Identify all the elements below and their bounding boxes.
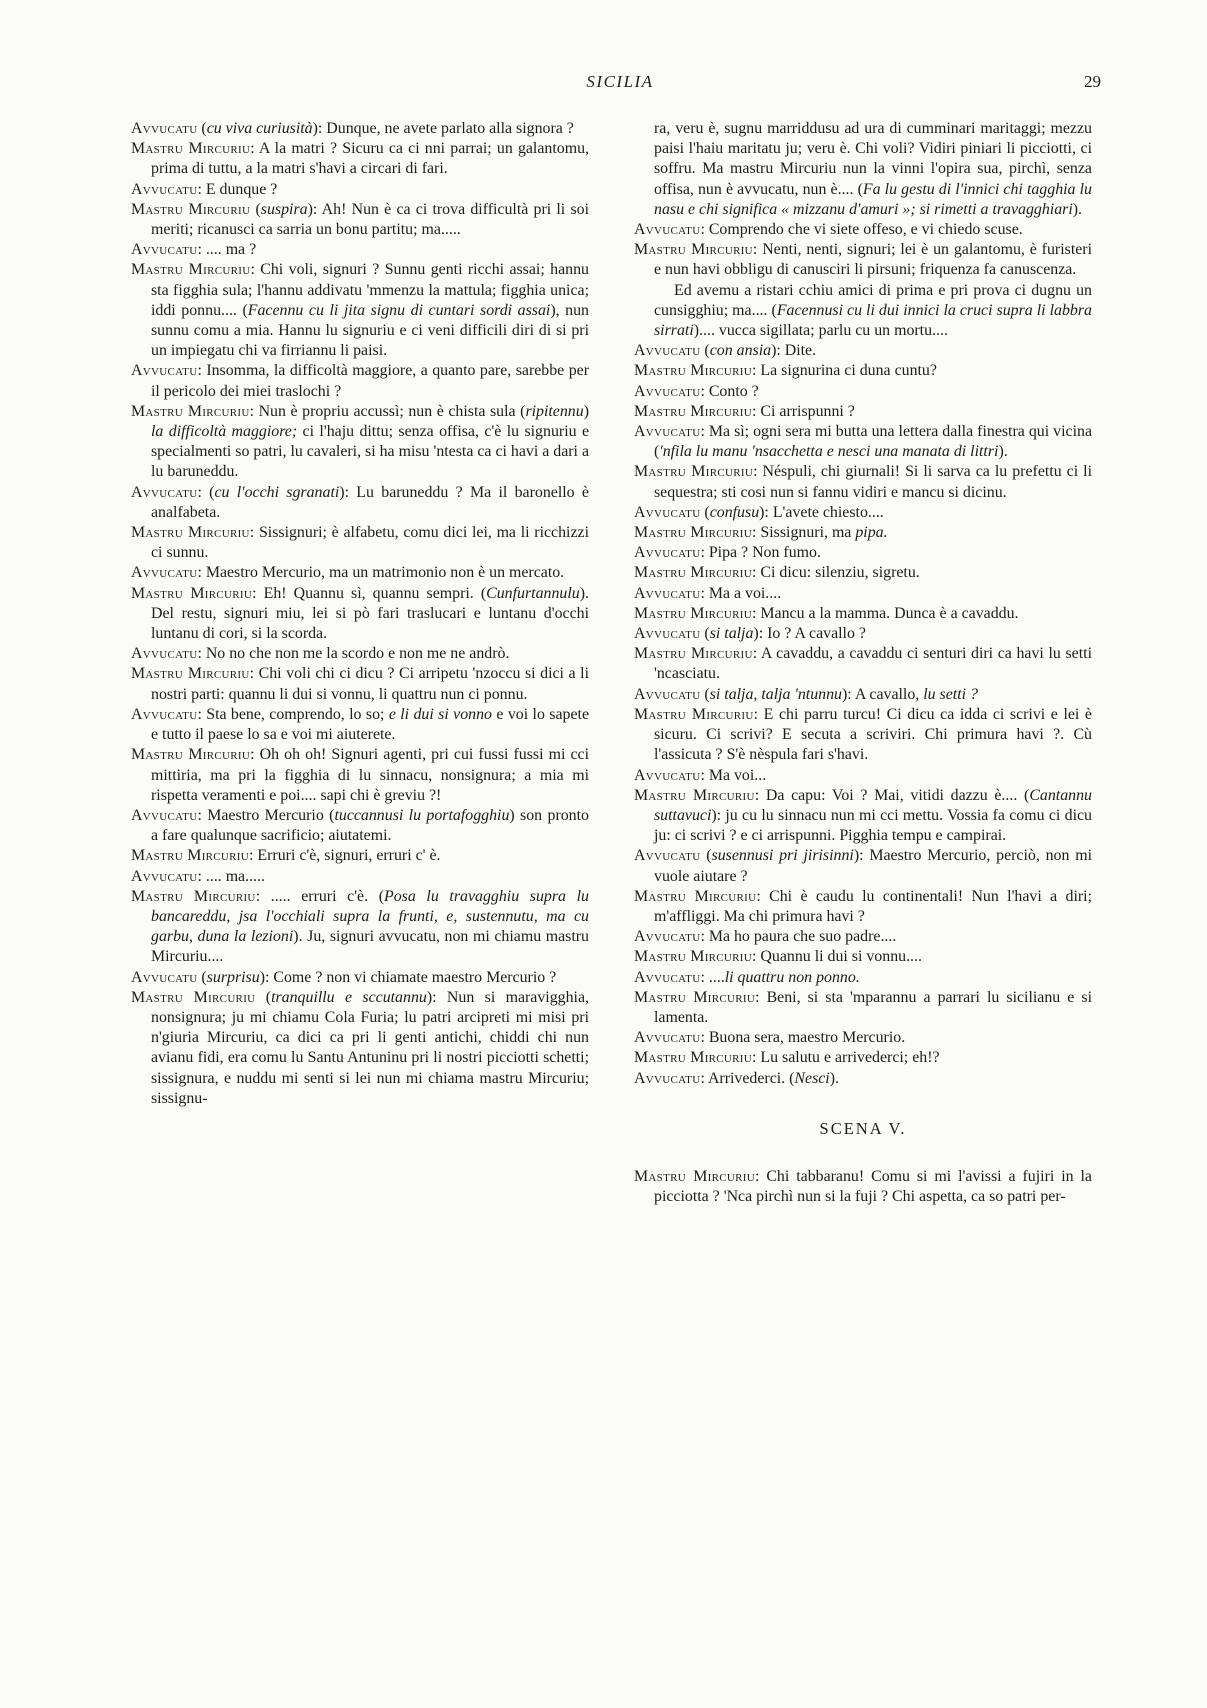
speaker-name: Mastru Mircuriu xyxy=(131,847,250,865)
dialogue-text: ). xyxy=(998,443,1008,461)
speaker-name: Avvucatu xyxy=(634,928,701,946)
speech-line xyxy=(634,927,1092,947)
speaker-name: Avvucatu xyxy=(634,503,701,521)
stage-direction: pipa. xyxy=(855,524,888,542)
dialogue-text: : ( xyxy=(197,483,215,501)
dialogue-text: ).... vucca sigillata; parlu cu un mortu.... xyxy=(693,322,948,340)
speech-line xyxy=(634,220,1092,240)
scene-heading: SCENA V. xyxy=(819,1118,907,1138)
speaker-name: Avvucatu xyxy=(634,766,701,784)
speaker-name: Mastru Mircuriu xyxy=(131,988,256,1006)
dialogue-text: ): Dunque, ne avete parlato alla signora ? xyxy=(312,120,574,137)
dialogue-text: : .... xyxy=(700,968,725,986)
dialogue-text: ( xyxy=(255,988,272,1006)
dialogue-text: ): Ah! Nun è ca ci trova difficultà pri li soi meriti; ricanusci ca sarria un bonu partitu; ma..... xyxy=(151,200,589,239)
speech-line xyxy=(131,180,589,200)
speaker-name: Avvucatu xyxy=(634,625,701,643)
stage-direction: Cunfurtannulu xyxy=(486,584,580,602)
dialogue-text: ): Io ? A cavallo ? xyxy=(753,625,866,643)
speech-line xyxy=(634,1167,1092,1207)
left-column xyxy=(131,119,589,1109)
dialogue-text: : Chi voli, signuri ? Sunnu genti ricchi assai; hannu sta figghia sula; l'hannu addivatu 'mmenzu la mattula; figghia unica; iddi ponnu.... ( xyxy=(151,261,589,319)
stage-direction: cu l'occhi sgranati xyxy=(214,483,340,501)
dialogue-text: : A cavaddu, a cavaddu ci senturi diri ca havi lu setti 'ncasciatu. xyxy=(654,645,1092,683)
dialogue-text: : Oh oh oh! Signuri agenti, pri cui fussi fussi mi cci mittiria, ma pri la figghia di lu sinnacu, nonsignura; a mia mi rispetta veramenti e poi.... sapi chi è greviu ?! xyxy=(151,746,589,804)
speech-line xyxy=(131,563,589,583)
dialogue-text: : Mancu a la mamma. Dunca è a cavaddu. xyxy=(752,604,1019,622)
dialogue-text: : Chi è caudu lu continentali! Nun l'havi a diri; m'affliggi. Ma chi primura havi ? xyxy=(654,887,1092,925)
speech-line xyxy=(634,563,1092,583)
stage-direction: Facennusi cu li dui innici la cruci supra li labbra sirrati xyxy=(654,301,1092,340)
speech-line xyxy=(634,462,1092,502)
dialogue-text: : Sissignuri, ma xyxy=(752,524,856,542)
speaker-name: Avvucatu xyxy=(131,120,198,137)
speech-line xyxy=(634,644,1092,684)
speech-line xyxy=(131,240,589,260)
speaker-name: Mastru Mircuriu xyxy=(634,948,753,966)
speaker-name: Avvucatu xyxy=(634,382,701,400)
speaker-name: Avvucatu xyxy=(131,645,198,663)
speech-line xyxy=(131,806,589,846)
dialogue-text: : Comprendo che vi siete offeso, e vi chiedo scuse. xyxy=(700,221,1023,239)
dialogue-text: : .... ma..... xyxy=(197,867,265,885)
speech-line xyxy=(131,968,589,988)
speaker-name: Mastru Mircuriu xyxy=(131,402,250,420)
speaker-name: Mastru Mircuriu xyxy=(131,584,253,602)
speech-line xyxy=(634,503,1092,523)
speaker-name: Avvucatu xyxy=(131,705,198,723)
dialogue-text: : No no che non me la scordo e non me ne andrò. xyxy=(197,645,510,663)
stage-direction: susennusi pri jirisinni xyxy=(711,847,854,865)
speech-line xyxy=(634,887,1092,927)
speech-line xyxy=(131,402,589,483)
dialogue-text: ): Come ? non vi chiamate maestro Mercurio ? xyxy=(259,968,557,986)
speech-line xyxy=(634,947,1092,967)
dialogue-text: ). xyxy=(1072,200,1083,218)
speech-line xyxy=(131,200,589,240)
speech-line xyxy=(634,361,1092,381)
stage-direction: Posa lu travagghiu supra lu bancareddu, jsa l'occhiali supra la frunti, e, sustennutu, ma cu garbu, duna la lezioni xyxy=(151,887,589,946)
speech-line xyxy=(131,361,589,401)
dialogue-text: e voi lo sapete e tutto il paese lo sa e voi mi aiuterete. xyxy=(151,705,589,744)
dialogue-text: : Erruri c'è, signuri, erruri c' è. xyxy=(249,847,441,865)
dialogue-text: : Conto ? xyxy=(700,382,759,400)
speaker-name: Mastru Mircuriu xyxy=(634,887,757,905)
dialogue-text: : E dunque ? xyxy=(197,180,278,198)
dialogue-text: : Ma a voi.... xyxy=(700,584,782,602)
speaker-name: Avvucatu xyxy=(131,806,198,824)
dialogue-text: : Nun è propriu accussì; nun è chista sula ( xyxy=(249,402,526,420)
speech-line xyxy=(131,988,589,1109)
stage-direction: tuccannusi lu portafogghiu xyxy=(334,806,510,824)
speech-line xyxy=(131,523,589,563)
speaker-name: Avvucatu xyxy=(131,483,198,501)
stage-direction: lu setti ? xyxy=(923,685,978,703)
speech-line xyxy=(634,1048,1092,1068)
dialogue-text: ci l'haju dittu; senza offisa, c'è lu signuriu e specialmenti so patri, lu cavaleri, si ha misu 'ntesta ca ci havi a dari a lu baruneddu. xyxy=(151,423,589,481)
dialogue-text: ( xyxy=(197,120,207,137)
speech-paragraph xyxy=(634,281,1092,342)
stage-direction: Facennu cu li jita signu di cuntari sordi assai xyxy=(247,301,551,319)
page-number: 29 xyxy=(1084,72,1101,91)
speaker-name: Avvucatu xyxy=(634,685,701,703)
dialogue-text: ( xyxy=(700,625,710,643)
dialogue-text: : Ma voi... xyxy=(700,766,767,784)
speech-line xyxy=(634,988,1092,1028)
speech-line xyxy=(131,745,589,806)
dialogue-text: : Nenti, nenti, signuri; lei è un galantomu, è furisteri e nun havi obbligu di canusciri li pirsuni; friquenza fa canuscenza. xyxy=(654,241,1092,279)
speaker-name: Avvucatu xyxy=(634,342,701,360)
running-header xyxy=(0,72,1207,98)
dialogue-text: ). Ju, signuri avvucatu, non mi chiamu mastru Mircuriu.... xyxy=(151,928,589,966)
speech-line xyxy=(634,584,1092,604)
speech-line xyxy=(131,584,589,645)
dialogue-text: : Ma ho paura che suo padre.... xyxy=(700,928,897,946)
dialogue-text: : La signurina ci duna cuntu? xyxy=(752,362,937,380)
speaker-name: Avvucatu xyxy=(634,1029,701,1047)
speech-line xyxy=(131,260,589,361)
right-column xyxy=(634,119,1092,1207)
speaker-name: Mastru Mircuriu xyxy=(131,665,250,683)
dialogue-text: ( xyxy=(197,968,207,986)
dialogue-text: ): Maestro Mercurio, perciò, non mi vuole aiutare ? xyxy=(654,847,1093,885)
stage-direction: surprisu xyxy=(206,968,260,986)
dialogue-text: : Arrivederci. ( xyxy=(700,1069,795,1087)
speech-line xyxy=(131,644,589,664)
dialogue-text: : E chi parru turcu! Ci dicu ca idda ci scrivi e lei è sicuru. Ci scrivi? E secuta a scriviri. Chi primura havi ?. Cù l'assicuta ? S'è nèspula fari s'havi. xyxy=(654,705,1092,764)
speaker-name: Mastru Mircuriu xyxy=(634,241,753,259)
dialogue-text: : Chi tabbaranu! Comu si mi l'avissi a fujiri in la picciotta ? 'Nca pirchì nun si la fuji ? Chi aspetta, ca so patri per- xyxy=(654,1167,1092,1206)
speaker-name: Mastru Mircuriu xyxy=(131,200,251,218)
dialogue-text: ( xyxy=(700,685,710,703)
stage-direction: Cantannu suttavuci xyxy=(654,786,1092,824)
speaker-name: Avvucatu xyxy=(634,544,701,562)
speaker-name: Avvucatu xyxy=(634,221,701,239)
speaker-name: Avvucatu xyxy=(131,362,198,380)
dialogue-text: : Beni, si sta 'mparannu a parrari lu sicilianu e si lamenta. xyxy=(654,988,1092,1026)
dialogue-text: : Ma sì; ogni sera mi butta una lettera dalla finestra qui vicina ( xyxy=(654,423,1092,461)
stage-direction: confusu xyxy=(709,503,760,521)
speaker-name: Avvucatu xyxy=(634,423,701,441)
dialogue-text: : Néspuli, chi giurnali! Si li sarva ca lu prefettu ci li sequestra; sti cosi nun si fannu vidiri e mancu si dicinu. xyxy=(654,463,1092,501)
speaker-name: Avvucatu xyxy=(634,847,701,865)
dialogue-text: ra, veru è, sugnu marriddusu ad ura di cumminari maritaggi; mezzu paisi l'haiu maritatu ju; veru è. Chi voli? Vidiri piniari li picciotti, ci soffru. Ma mastru Mircuriu nun la vinni l'opira sua, pirchì, senza offisa, nun è avvucatu, nun è.... ( xyxy=(654,120,1092,198)
dialogue-text: ): ju cu lu sinnacu nun mi cci mettu. Vossia fa comu ci dicu ju: ci scrivi ? e ci arrispunni. Pigghia tempu e campirai. xyxy=(654,806,1092,845)
speaker-name: Mastru Mircuriu xyxy=(634,705,754,723)
continued-speech xyxy=(634,119,1092,220)
speech-line xyxy=(634,624,1092,644)
stage-direction: li quattru non ponno. xyxy=(724,968,860,986)
speaker-name: Mastru Mircuriu xyxy=(634,463,754,481)
dialogue-text: ): Nun si maravigghia, nonsignura; ju mi chiamu Cola Furia; lu patri arcipreti mi misi pri n'giuria Mircuriu, ca dici ca pri li genti antichi, chiddi chi nun avianu fidi, era comu lu Santu Antuninu pri li nostri picciotti schetti; sissignura, e nuddu mi senti si lei nun mi chiama mastru Mircuriu; sissignu- xyxy=(151,988,589,1107)
speaker-name: Mastru Mircuriu xyxy=(634,1049,753,1067)
dialogue-text: : ..... erruri c'è. ( xyxy=(255,887,385,905)
speaker-name: Mastru Mircuriu xyxy=(634,524,753,542)
dialogue-text: : Buona sera, maestro Mercurio. xyxy=(700,1029,906,1047)
dialogue-text: : Chi voli chi ci dicu ? Ci arripetu 'nzoccu si dici a li nostri parti: quannu li dui si vonnu, li quattru nun ci ponnu. xyxy=(151,665,589,703)
dialogue-text: : Quannu li dui si vonnu.... xyxy=(752,948,922,966)
stage-direction: ripitennu xyxy=(525,402,584,420)
dialogue-text: : Maestro Mercurio, ma un matrimonio non è un mercato. xyxy=(197,564,565,582)
dialogue-text: ), nun sunnu comu a mia. Hannu lu signuriu e ci veni difficili diri di si pri un impiegatu chi va firriannu li paisi. xyxy=(151,301,590,360)
dialogue-text: ( xyxy=(700,342,710,360)
running-title: SICILIA xyxy=(586,72,654,91)
stage-direction: suspira xyxy=(260,200,308,218)
stage-direction: la difficoltà maggiore; xyxy=(151,423,298,441)
speech-line xyxy=(634,968,1092,988)
speech-line xyxy=(634,402,1092,422)
dialogue-text: : Maestro Mercurio ( xyxy=(197,806,335,824)
stage-direction: tranquillu e sccutannu xyxy=(271,988,427,1006)
dialogue-text: : Insomma, la difficoltà maggiore, a quanto pare, sarebbe per il pericolo dei miei traslochi ? xyxy=(151,362,589,400)
dialogue-text: ). xyxy=(829,1069,839,1087)
speaker-name: Mastru Mircuriu xyxy=(634,604,753,622)
speaker-name: Mastru Mircuriu xyxy=(634,564,753,582)
stage-direction: si talja, talja 'ntunnu xyxy=(709,685,843,703)
speaker-name: Avvucatu xyxy=(634,584,701,602)
dialogue-text: : Ci arrispunni ? xyxy=(752,402,855,420)
speech-line xyxy=(634,1028,1092,1048)
stage-direction: Fa lu gestu di l'innici chi tagghia lu nasu e chi significa « mizzanu d'amuri »; si rimetti a travagghiari xyxy=(654,180,1092,218)
speaker-name: Mastru Mircuriu xyxy=(634,988,756,1006)
stage-direction: e li dui si vonno xyxy=(388,705,493,723)
dialogue-text: ): A cavallo, xyxy=(842,685,924,703)
speaker-name: Avvucatu xyxy=(131,564,198,582)
dialogue-text: ) son pronto a fare qualunque sacrificio; aiutatemi. xyxy=(151,806,589,845)
speaker-name: Mastru Mircuriu xyxy=(634,402,753,420)
speaker-name: Mastru Mircuriu xyxy=(634,645,753,663)
dialogue-text: ). Del restu, signuri miu, lei si pò fari traslucari e luntanu d'occhi luntanu di cori, si la scorda. xyxy=(151,584,589,643)
dialogue-text: : Da capu: Voi ? Mai, vitidi dazzu è.... ( xyxy=(754,786,1030,804)
stage-direction: con ansia xyxy=(709,342,772,360)
speech-line xyxy=(634,382,1092,402)
speaker-name: Mastru Mircuriu xyxy=(131,261,251,279)
speaker-name: Mastru Mircuriu xyxy=(131,746,251,764)
stage-direction: si talja xyxy=(709,625,754,643)
speech-line xyxy=(634,604,1092,624)
speaker-name: Mastru Mircuriu xyxy=(634,1167,755,1185)
speaker-name: Avvucatu xyxy=(634,968,701,986)
speaker-name: Mastru Mircuriu xyxy=(634,786,755,804)
dialogue-text: : Ci dicu: silenziu, sigretu. xyxy=(752,564,920,582)
speech-line xyxy=(131,846,589,866)
speech-line xyxy=(634,240,1092,280)
speech-line xyxy=(131,119,589,139)
speech-line xyxy=(634,766,1092,786)
dialogue-text: : Sta bene, comprendo, lo so; xyxy=(197,705,389,723)
dialogue-text: ( xyxy=(700,503,710,521)
speaker-name: Avvucatu xyxy=(634,1069,701,1087)
speaker-name: Mastru Mircuriu xyxy=(634,362,753,380)
speech-line xyxy=(634,685,1092,705)
speaker-name: Avvucatu xyxy=(131,968,198,986)
stage-direction: cu viva curiusità xyxy=(206,120,313,137)
speech-line xyxy=(131,887,589,968)
speech-line xyxy=(634,786,1092,847)
speech-line xyxy=(634,705,1092,766)
dialogue-text: ( xyxy=(700,847,712,865)
speech-line xyxy=(634,523,1092,543)
dialogue-text: Ed avemu a ristari cchiu amici di prima e pri prova ci dugnu un cunsigghiu; ma.... ( xyxy=(654,281,1092,319)
dialogue-text: : A la matri ? Sicuru ca ci nni parrai; un galantomu, prima di tuttu, a la matri s'havi a circari di fari. xyxy=(151,140,589,178)
dialogue-text: : Lu salutu e arrivederci; eh!? xyxy=(752,1049,940,1067)
speaker-name: Mastru Mircuriu xyxy=(131,140,251,158)
dialogue-text: ( xyxy=(250,200,261,218)
speech-line xyxy=(634,543,1092,563)
speaker-name: Avvucatu xyxy=(131,180,198,198)
speech-line xyxy=(634,846,1092,886)
dialogue-text: : .... ma ? xyxy=(197,241,257,259)
speech-line xyxy=(634,341,1092,361)
speaker-name: Mastru Mircuriu xyxy=(131,524,250,542)
dialogue-text: ): Lu baruneddu ? Ma il baronello è analfabeta. xyxy=(151,483,589,521)
dialogue-text: ): L'avete chiesto.... xyxy=(759,503,884,521)
speech-line xyxy=(131,664,589,704)
speaker-name: Mastru Mircuriu xyxy=(131,887,256,905)
speaker-name: Avvucatu xyxy=(131,867,198,885)
stage-direction: 'nfila lu manu 'nsacchetta e nesci una manata di littri xyxy=(659,443,999,461)
speech-line xyxy=(131,483,589,523)
stage-direction: Nesci xyxy=(794,1069,830,1087)
speaker-name: Avvucatu xyxy=(131,241,198,259)
dialogue-text: : Eh! Quannu sì, quannu sempri. ( xyxy=(252,584,487,602)
speech-line xyxy=(131,705,589,745)
speech-line xyxy=(634,1069,1092,1089)
dialogue-text: : Pipa ? Non fumo. xyxy=(700,544,821,562)
dialogue-text: : Sissignuri; è alfabetu, comu dici lei, ma li ricchizzi ci sunnu. xyxy=(151,524,589,562)
speech-line xyxy=(131,867,589,887)
speech-line xyxy=(131,139,589,179)
dialogue-text: ): Dite. xyxy=(771,342,817,360)
speech-line xyxy=(634,422,1092,462)
dialogue-text: ) xyxy=(583,402,589,420)
